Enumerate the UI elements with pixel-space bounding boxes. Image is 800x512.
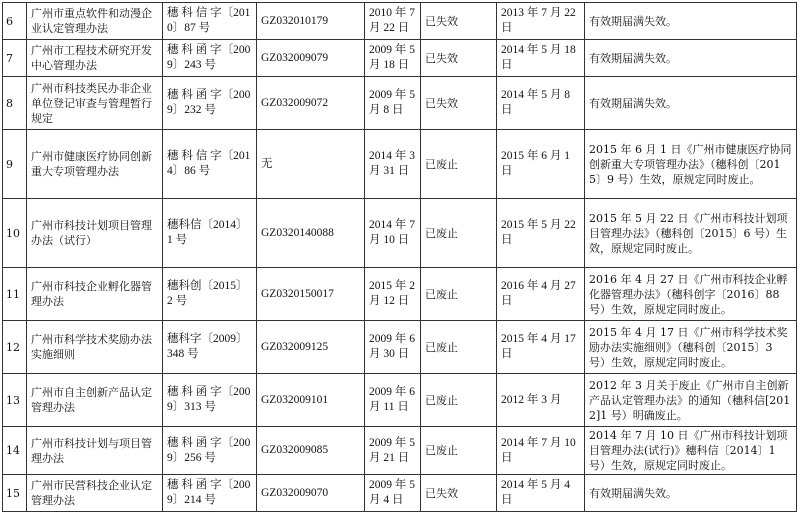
announcement-date: 2009 年 5 月 18 日: [365, 40, 421, 77]
regulation-name: 广州市科技计划项目管理办法（试行）: [27, 199, 163, 268]
announcement-date: 2014 年 7 月 10 日: [365, 199, 421, 268]
policy-status-table: [2, 2, 797, 512]
registration-number: GZ032009125: [257, 321, 365, 374]
row-number: 12: [3, 321, 27, 374]
table-row: [3, 130, 797, 199]
regulation-name: 广州市工程技术研究开发中心管理办法: [27, 40, 163, 77]
validity-status: 已废止: [421, 268, 497, 321]
row-number: 11: [3, 268, 27, 321]
document-number: 穗 科 函 字〔2009〕243 号: [163, 40, 257, 77]
table-row: [3, 268, 797, 321]
regulation-name: 广州市科技类民办非企业单位登记审查与管理暂行规定: [27, 77, 163, 130]
announcement-date: 2009 年 6 月 30 日: [365, 321, 421, 374]
document-number: 穗科创〔2015〕2 号: [163, 268, 257, 321]
regulation-name: 广州市民营科技企业认定管理办法: [27, 475, 163, 512]
status-note: 有效期届满失效。: [585, 40, 797, 77]
table-row: [3, 40, 797, 77]
validity-status: 已失效: [421, 3, 497, 40]
document-number: 穗科字〔2009〕348 号: [163, 321, 257, 374]
document-number: 穗科信〔2014〕1 号: [163, 199, 257, 268]
validity-status: 已废止: [421, 427, 497, 475]
expiry-date: 2013 年 7 月 22 日: [497, 3, 585, 40]
row-number: 9: [3, 130, 27, 199]
registration-number: GZ0320140088: [257, 199, 365, 268]
document-number: 穗 科 函 字〔2009〕232 号: [163, 77, 257, 130]
table-row: [3, 77, 797, 130]
expiry-date: 2014 年 7 月 10 日: [497, 427, 585, 475]
document-number: 穗 科 函 字〔2009〕313 号: [163, 374, 257, 427]
validity-status: 已废止: [421, 199, 497, 268]
table-row: [3, 427, 797, 475]
row-number: 6: [3, 3, 27, 40]
table-row: [3, 374, 797, 427]
registration-number: 无: [257, 130, 365, 199]
status-note: 有效期届满失效。: [585, 475, 797, 512]
announcement-date: 2009 年 5 月 8 日: [365, 77, 421, 130]
registration-number: GZ032009072: [257, 77, 365, 130]
validity-status: 已废止: [421, 374, 497, 427]
expiry-date: 2015 年 4 月 17 日: [497, 321, 585, 374]
status-note: 2015 年 4 月 17 日《广州市科学技术奖励办法实施细则》（穗科创〔2015〕3 号）生效，原规定同时废止。: [585, 321, 797, 374]
announcement-date: 2014 年 3 月 31 日: [365, 130, 421, 199]
regulation-name: 广州市健康医疗协同创新重大专项管理办法: [27, 130, 163, 199]
status-note: 2016 年 4 月 27 日《广州市科技企业孵化器管理办法》（穗科创字〔2016〕88 号）生效，原规定同时废止。: [585, 268, 797, 321]
expiry-date: 2014 年 5 月 18 日: [497, 40, 585, 77]
row-number: 8: [3, 77, 27, 130]
registration-number: GZ032009101: [257, 374, 365, 427]
status-note: 2015 年 6 月 1 日《广州市健康医疗协同创新重大专项管理办法》（穗科创〔2015〕9 号）生效，原规定同时废止。: [585, 130, 797, 199]
expiry-date: 2014 年 5 月 4 日: [497, 475, 585, 512]
regulation-name: 广州市自主创新产品认定管理办法: [27, 374, 163, 427]
regulation-name: 广州市科技企业孵化器管理办法: [27, 268, 163, 321]
row-number: 15: [3, 475, 27, 512]
status-note: 2012 年 3 月关于废止《广州市自主创新产品认定管理办法》的通知（穗科信[2012]1 号）明确废止。: [585, 374, 797, 427]
announcement-date: 2009 年 5 月 21 日: [365, 427, 421, 475]
announcement-date: 2009 年 6 月 11 日: [365, 374, 421, 427]
validity-status: 已废止: [421, 130, 497, 199]
validity-status: 已失效: [421, 40, 497, 77]
registration-number: GZ032009079: [257, 40, 365, 77]
document-number: 穗 科 函 字〔2009〕214 号: [163, 475, 257, 512]
regulation-name: 广州市重点软件和动漫企业认定管理办法: [27, 3, 163, 40]
row-number: 7: [3, 40, 27, 77]
validity-status: 已废止: [421, 321, 497, 374]
validity-status: 已失效: [421, 475, 497, 512]
registration-number: GZ032009085: [257, 427, 365, 475]
document-number: 穗 科 信 字〔2010〕87 号: [163, 3, 257, 40]
announcement-date: 2015 年 2 月 12 日: [365, 268, 421, 321]
registration-number: GZ032010179: [257, 3, 365, 40]
expiry-date: 2012 年 3 月: [497, 374, 585, 427]
document-number: 穗 科 函 字〔2009〕256 号: [163, 427, 257, 475]
table-row: [3, 199, 797, 268]
status-note: 有效期届满失效。: [585, 77, 797, 130]
status-note: 2015 年 5 月 22 日《广州市科技计划项目管理办法》（穗科创〔2015〕6 号）生效，原规定同时废止。: [585, 199, 797, 268]
table-body: [3, 3, 797, 512]
expiry-date: 2014 年 5 月 8 日: [497, 77, 585, 130]
registration-number: GZ0320150017: [257, 268, 365, 321]
announcement-date: 2009 年 5 月 4 日: [365, 475, 421, 512]
row-number: 13: [3, 374, 27, 427]
table-row: [3, 321, 797, 374]
expiry-date: 2015 年 5 月 22 日: [497, 199, 585, 268]
regulation-name: 广州市科技计划与项目管理办法: [27, 427, 163, 475]
row-number: 14: [3, 427, 27, 475]
status-note: 有效期届满失效。: [585, 3, 797, 40]
validity-status: 已失效: [421, 77, 497, 130]
status-note: 2014 年 7 月 10 日《广州市科技计划项目管理办法(试行)》穗科信〔2014〕1 号）生效，原规定同时废止。: [585, 427, 797, 475]
table-row: [3, 475, 797, 512]
table-row: [3, 3, 797, 40]
expiry-date: 2016 年 4 月 27 日: [497, 268, 585, 321]
row-number: 10: [3, 199, 27, 268]
registration-number: GZ032009070: [257, 475, 365, 512]
document-number: 穗 科 信 字〔2014〕86 号: [163, 130, 257, 199]
expiry-date: 2015 年 6 月 1 日: [497, 130, 585, 199]
regulation-name: 广州市科学技术奖励办法实施细则: [27, 321, 163, 374]
announcement-date: 2010 年 7 月 22 日: [365, 3, 421, 40]
